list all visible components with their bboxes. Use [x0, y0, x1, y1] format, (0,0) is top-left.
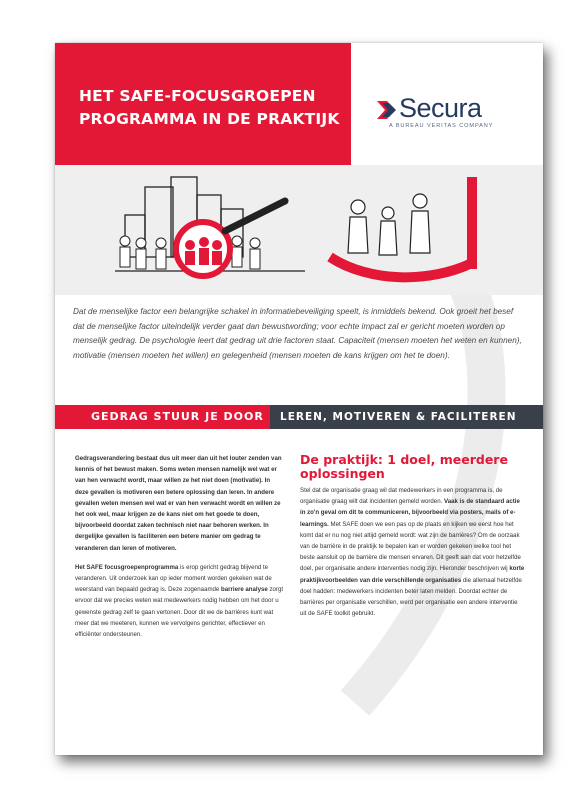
- right-heading: De praktijk: 1 doel, meerdere oplossingen: [300, 452, 508, 481]
- measuring-tape-people-illustration: [310, 173, 520, 293]
- left-p2-end: zorgt ervoor dat we precies weten wat medewerkers nodig hebben om het door u gewenste gedrag zelf te gaan vertonen. Door dit we de barrières kunt wat meer dat we meeteren, kunnen we vervolgens gerichter, effectiever en efficiënter ondersteunen.: [75, 586, 284, 639]
- section-band-left: GEDRAG STUUR JE DOOR: [55, 405, 270, 429]
- right-p-bold2: korte praktijkvoorbeelden van drie verschillende organisaties: [300, 565, 525, 584]
- right-p-bold1: Vaak is de standaard actie in zo'n geval om dit te communiceren, bijvoorbeeld via posters, mails of e-learnings.: [300, 498, 520, 528]
- left-p2-mid: is erop gericht gedrag blijvend te veranderen. Uit onderzoek kan op ieder moment worden gekeken wat de weerstand van bepaald gedrag is. Deze zogenaamde: [75, 563, 272, 594]
- logo-tagline: A BUREAU VERITAS COMPANY: [389, 123, 494, 129]
- document-page: [55, 43, 543, 755]
- magnifier-crowd-illustration: [105, 175, 315, 293]
- title-line-1: HET SAFE-FOCUSGROEPEN: [79, 87, 316, 105]
- right-p-b: Met SAFE doen we een pas op de plaats en kijken we eerst hoe het komt dat er nu nog niet altijd gemeld wordt: wat zijn de barrières? Om de oorzaak van de barrière in de praktijk te bepalen kan er worden gekeken welke tool het beste aansluit op de barrière die mensen ervaren. Dit geeft aan dat voor hetzelfde doel, per organisatie andere interventies nodig zijn. Hieronder beschrijven wij: [300, 520, 521, 573]
- secura-logo: [373, 95, 523, 139]
- logo-wordmark: Secura: [399, 93, 482, 123]
- left-column: [75, 453, 285, 648]
- left-p2-bold-term: barriere analyse: [221, 586, 268, 594]
- left-p2-bold: Het SAFE focusgroepenprogramma: [75, 563, 179, 571]
- right-p-c: die allemaal hetzelfde doel hadden: medewerkers incidenten beter laten melden. Doordat echter de barrières per organisatie verschillen, werd per organisatie een andere interventie uit de SAFE toolkit gebruikt.: [300, 576, 522, 618]
- right-p-a: Stel dat de organisatie graag wil dat medewerkers in een programma is, de organisatie graag wilt dat incidenten gemeld worden.: [300, 487, 503, 506]
- right-column: [300, 453, 525, 619]
- section-band-right: LEREN, MOTIVEREN & FACILITEREN: [270, 405, 543, 429]
- illustration-area: [55, 165, 543, 295]
- right-paragraph: [300, 485, 525, 619]
- secura-mark-icon: [373, 97, 399, 123]
- title-line-2: PROGRAMMA IN DE PRAKTIJK: [79, 110, 340, 128]
- left-paragraph-1: Gedragsverandering bestaat dus uit meer dan uit het louter zenden van kennis of het bewust maken. Soms weten mensen namelijk wel wat er van hen verwacht wordt, maar willen ze het niet doen (motivatie). In deze gevallen is motiveren een betere oplossing dan leren. In andere gevallen weten mensen wel wat er van hen verwacht wordt en willen ze het ook wel, maar krijgen ze de kans niet om het goede te doen, bijvoorbeeld doordat zaken technisch niet naar behoren werken. In dergelijke gevallen is faciliteren een betere manier om gedrag te veranderen dan leren of motiveren.: [75, 455, 282, 552]
- left-paragraph-2: [75, 562, 285, 640]
- intro-paragraph: Dat de menselijke factor een belangrijke schakel in informatiebeveiliging speelt, is inmiddels bekend. Ook groeit het besef dat de menselijke factor uiteindelijk verder gaat dan bewustwording; voor echte impact zal er gericht moeten worden op menselijk gedrag. De psychologie leert dat gedrag uit drie factoren staat. Capaciteit (mensen moeten het weten en kunnen), motivatie (mensen moeten het willen) en gelegenheid (mensen moeten de kans krijgen om het te doen).: [73, 307, 522, 360]
